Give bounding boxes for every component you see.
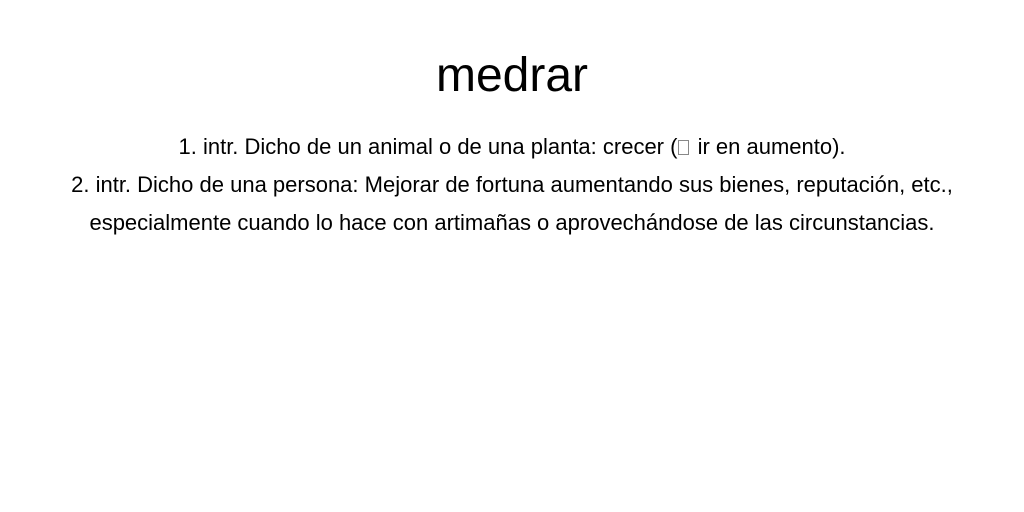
missing-glyph-icon [678,140,689,155]
definition-number: 2. [71,172,90,197]
definition-1 [32,128,992,166]
definition-text: intr. Dicho de una persona: Mejorar de fortuna aumentando sus bienes, reputación, etc., especialmente cuando lo hace con artimañas o aprovechándose de las circunstancias. [89,172,953,235]
definition-text: intr. Dicho de un animal o de una planta: crecer ( [202,134,678,159]
definition-text-continued: ir en aumento). [691,134,846,159]
definition-number: 1. [178,134,197,159]
definitions-list [32,128,992,242]
entry-word: medrar [435,49,589,102]
definition-2 [32,166,992,242]
